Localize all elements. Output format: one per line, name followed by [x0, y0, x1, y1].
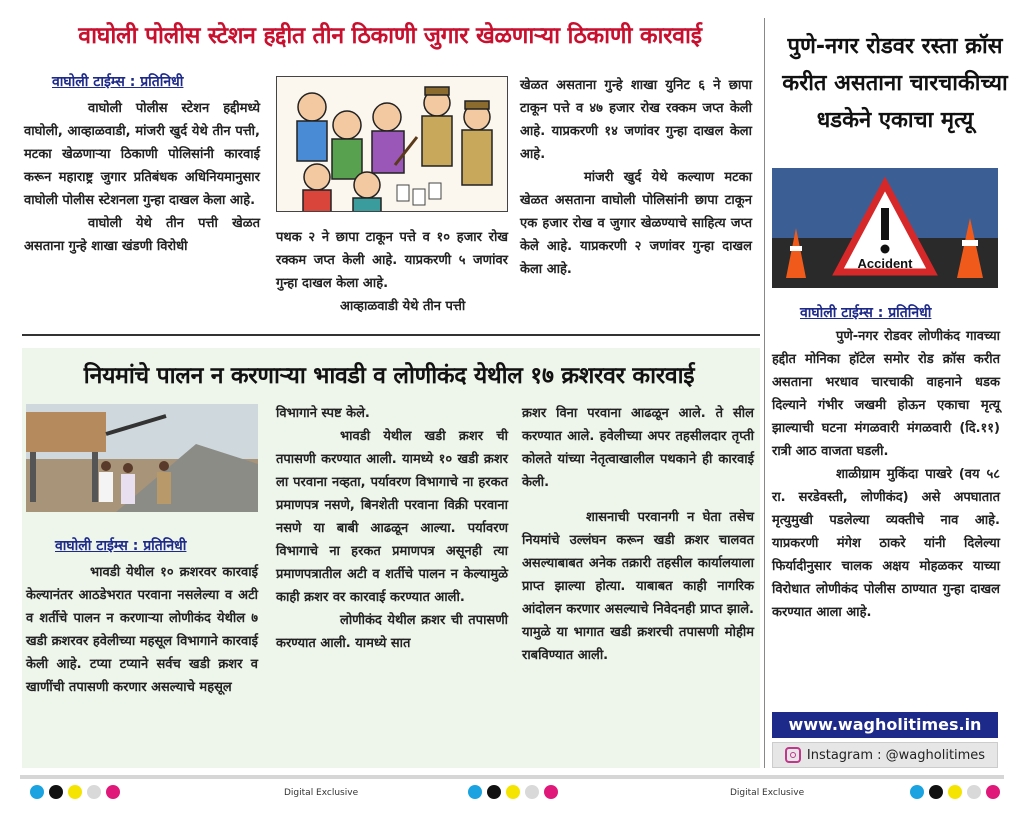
color-dot [49, 785, 63, 799]
color-dot [986, 785, 1000, 799]
footer-bar [20, 775, 1004, 779]
article1-col1-para2: वाघोली येथे तीन पत्ती खेळत असताना गुन्हे शाखा खंडणी विरोधी [24, 216, 260, 254]
article2-col1 [26, 561, 258, 699]
article1-col3-para2: मांजरी खुर्द येथे कल्याण मटका खेळत असताना वाघोली पोलिसांनी छापा टाकून एक हजार रोख व जुगार खेळण्याचे साहित्य जप्त केले आहे. याप्रकरणी २ जणांवर गुन्हा दाखल केला आहे. [520, 170, 752, 277]
right-column-separator [764, 18, 765, 768]
article2-col2-para1: विभागाने स्पष्ट केले. [276, 406, 370, 421]
color-dot [929, 785, 943, 799]
article3-body [772, 325, 1000, 624]
color-dot [525, 785, 539, 799]
article2-byline[interactable]: वाघोली टाईम्स : प्रतिनिधी [55, 538, 187, 554]
color-dots-left [30, 785, 120, 799]
article1-col2-para1: पथक २ ने छापा टाकून पत्ते व १० हजार रोख रक्कम जप्त केली आहे. याप्रकरणी ५ जणांवर गुन्हा दाखल केला आहे. [276, 230, 508, 291]
article1-byline[interactable]: वाघोली टाईम्स : प्रतिनिधी [52, 74, 184, 90]
color-dot [487, 785, 501, 799]
article1-col1-para1: वाघोली पोलीस स्टेशन हद्दीमध्ये वाघोली, आव्हाळवाडी, मांजरी खुर्द येथे तीन पत्ती, मटका खेळणाऱ्या ठिकाणी पोलिसांनी कारवाई करून महाराष्ट्र जुगार प्रतिबंधक अधिनियमानुसार वाघोली पोलीस स्टेशनला गुन्हा दाखल केला आहे. [24, 101, 260, 208]
article3-para2: शाळीग्राम मुकिंदा पाखरे (वय ५८ रा. सरडेवस्ती, लोणीकंद) असे अपघातात मृत्युमुखी पडलेल्या व्यक्तीचे नाव आहे. याप्रकरणी मंगेश ठाकरे यांनी दिलेल्या फिर्यादीनुसार चालक अक्षय मोहळकर याच्या विरोधात लोणीकंद पोलीस ठाण्यात गुन्हा दाखल करण्यात आला आहे. [772, 467, 1000, 620]
article3-para1: पुणे-नगर रोडवर लोणीकंद गावच्या हद्दीत मोनिका हॉटेल समोर रोड क्रॉस करीत असताना भरधाव चारचाकी वाहनाने धडक दिल्याने गंभीर जखमी होऊन एकाचा मृत्यू झाल्याची घटना मंगळवारी मंगळवारी (दि.११) रात्री आठ वाजता घडली. [772, 329, 1000, 459]
article1-col2 [276, 226, 508, 318]
article2-col2-para2: भावडी येथील खडी क्रशर ची तपासणी करण्यात आली. यामध्ये १० खडी क्रशर ला परवाना नव्हता, पर्यावरण विभागाचे ना हरकत प्रमाणपत्र नसणे, बिनशेती परवाना विक्री परवाना नसणे या बाबी आढळून आल्या. पर्यावरण विभागाचे ना हरकत प्रमाणपत्र असूनही त्या प्रमाणपत्रातील अटी व शर्तीचे पालन न केल्यामुळे काही क्रशर वर कारवाई करण्यात आली. [276, 429, 508, 605]
article1-headline: वाघोली पोलीस स्टेशन हद्दीत तीन ठिकाणी जुगार खेळणाऱ्या ठिकाणी कारवाई [78, 23, 702, 49]
gambling-cartoon-image [276, 76, 508, 212]
color-dot [506, 785, 520, 799]
color-dot [87, 785, 101, 799]
instagram-label: Instagram : @wagholitimes [806, 747, 986, 763]
instagram-icon [785, 747, 801, 763]
color-dot [468, 785, 482, 799]
digital-exclusive-right: Digital Exclusive [730, 788, 805, 798]
section-divider [22, 334, 760, 336]
article3-headline: पुणे-नगर रोडवर रस्ता क्रॉस करीत असताना चारचाकीच्या धडकेने एकाचा मृत्यू [782, 34, 1008, 133]
color-dot [910, 785, 924, 799]
color-dot [967, 785, 981, 799]
article2-headline: नियमांचे पालन न करणाऱ्या भावडी व लोणीकंद येथील १७ क्रशरवर कारवाई [83, 363, 695, 389]
accident-image [772, 168, 998, 288]
article2-col3-para1: क्रशर विना परवाना आढळून आले. ते सील करण्यात आले. हवेलीच्या अपर तहसीलदार तृप्ती कोलते यांच्या नेतृत्वाखालील पथकाने ही कारवाई केली. [522, 406, 754, 490]
crusher-site-photo [26, 404, 258, 512]
article1-col3 [520, 74, 752, 281]
color-dot [948, 785, 962, 799]
article3-byline[interactable]: वाघोली टाईम्स : प्रतिनिधी [800, 305, 932, 321]
color-dot [544, 785, 558, 799]
article1-col3-para1: खेळत असताना गुन्हे शाखा युनिट ६ ने छापा टाकून पत्ते व ४७ हजार रोख रक्कम जप्त केली आहे. याप्रकरणी १४ जणांवर गुन्हा दाखल केला आहे. [520, 78, 752, 162]
article2-col3 [522, 402, 754, 667]
article2-col3-para2: शासनाची परवानगी न घेता तसेच नियमांचे उल्लंघन करून खडी क्रशर चालवत असल्याबाबत अनेक तक्रारी तहसील कार्यालयाला प्राप्त झाल्या होत्या. याबाबत काही नागरिक आंदोलन करणार असल्याचे निवेदनही प्राप्त झाले. यामुळे या भागात खडी क्रशरची तपासणी मोहीम राबविण्यात आली. [522, 510, 754, 663]
accident-image-label: Accident [857, 256, 913, 271]
color-dot [68, 785, 82, 799]
article2-col1-para1: भावडी येथील १० क्रशरवर कारवाई केल्यानंतर आठडेभरात परवाना नसलेल्या व अटी व शर्तीचे पालन न करणाऱ्या लोणीकंद येथील ७ खडी क्रशरवर हवेलीच्या महसूल विभागाने कारवाई केली आहे. टप्या टप्याने सर्वच खडी क्रशर व खाणींची तपासणी करणार असल्याचे महसूल [26, 565, 258, 695]
color-dots-center [468, 785, 558, 799]
article2-col2-para3: लोणीकंद येथील क्रशर ची तपासणी करण्यात आली. यामध्ये सात [276, 613, 508, 651]
color-dot [106, 785, 120, 799]
article1-col1 [24, 97, 260, 258]
website-link[interactable]: www.wagholitimes.in [772, 712, 998, 738]
digital-exclusive-left: Digital Exclusive [284, 788, 359, 798]
instagram-handle[interactable] [772, 742, 998, 768]
article2-col2 [276, 402, 508, 655]
color-dots-right [910, 785, 1000, 799]
color-dot [30, 785, 44, 799]
article1-col2-para2: आव्हाळवाडी येथे तीन पत्ती [340, 299, 466, 314]
